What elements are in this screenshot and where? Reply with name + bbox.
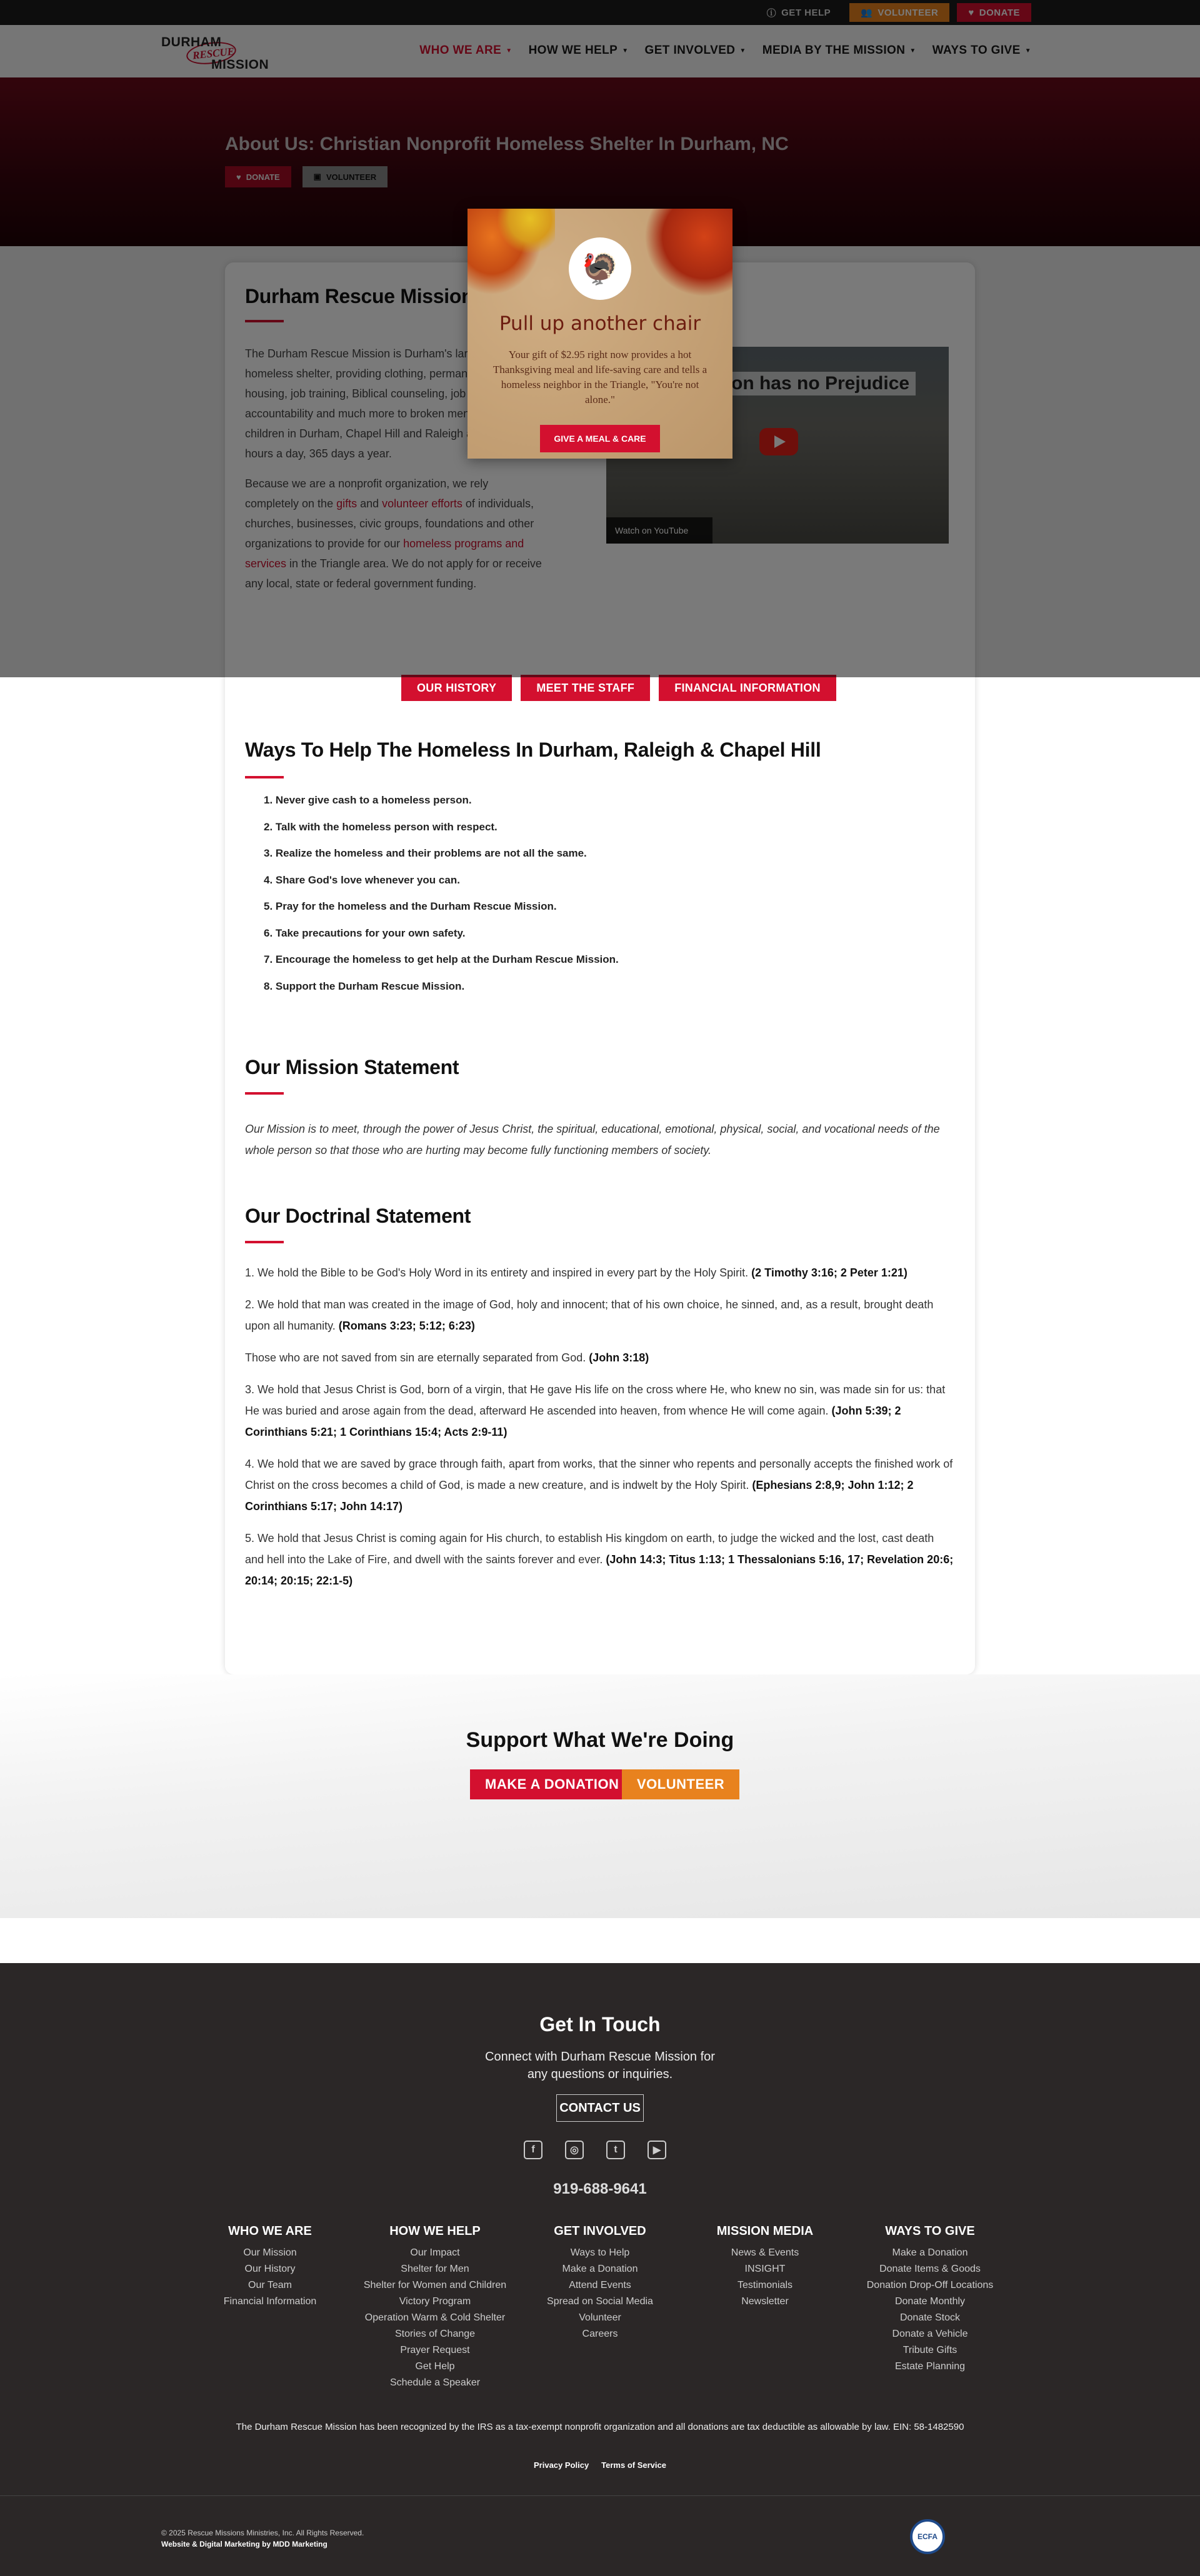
instagram-icon[interactable]: ◎ bbox=[565, 2141, 584, 2159]
ecfa-badge[interactable]: ECFA bbox=[910, 2519, 945, 2554]
scripture-ref: (John 14:3; Titus 1:13; 1 Thessalonians 5:16, 17; Revelation 20:6; 20:14; 20:15; 22:1-5) bbox=[245, 1553, 954, 1587]
footer-link[interactable]: Tribute Gifts bbox=[902, 2345, 958, 2355]
footer-divider bbox=[0, 2495, 1200, 2496]
footer-link[interactable]: Make a Donation bbox=[892, 2247, 968, 2258]
mission-heading: Our Mission Statement bbox=[245, 1056, 459, 1078]
scripture-ref: (2 Timothy 3:16; 2 Peter 1:21) bbox=[751, 1266, 908, 1279]
social-links bbox=[524, 2141, 666, 2159]
list-item: 7. Encourage the homeless to get help at the Durham Rescue Mission. bbox=[264, 953, 619, 965]
footer-link[interactable]: Our History bbox=[244, 2264, 296, 2274]
terms-of-service-link[interactable]: Terms of Service bbox=[601, 2460, 666, 2470]
footer-link[interactable]: Make a Donation bbox=[562, 2264, 638, 2274]
about-tab-buttons bbox=[401, 675, 836, 701]
footer-title: Get In Touch bbox=[539, 2013, 661, 2036]
financial-info-button[interactable]: FINANCIAL INFORMATION bbox=[659, 675, 836, 701]
privacy-policy-link[interactable]: Privacy Policy bbox=[534, 2460, 589, 2470]
credit-link[interactable]: Website & Digital Marketing by MDD Marketing bbox=[161, 2540, 328, 2549]
footer-link[interactable]: Donate Monthly bbox=[894, 2296, 966, 2307]
doctrinal-item bbox=[245, 1379, 955, 1443]
footer-link[interactable]: Shelter for Men bbox=[401, 2264, 469, 2274]
footer-link[interactable]: Donate a Vehicle bbox=[892, 2329, 968, 2339]
list-item: 1. Never give cash to a homeless person. bbox=[264, 794, 472, 806]
support-section bbox=[0, 1674, 1200, 1918]
list-item: 5. Pray for the homeless and the Durham Rescue Mission. bbox=[264, 900, 557, 912]
doctrinal-text: 5. We hold that Jesus Christ is coming again for His church, to establish His kingdom on earth, to judge the wicked and the lost, cast death and hell into the Lake of Fire, and dwell with the saints forever and ever. bbox=[245, 1532, 934, 1566]
contact-us-button[interactable]: CONTACT US bbox=[556, 2094, 644, 2122]
scripture-ref: (Ephesians 2:8,9; John 1:12; 2 Corinthians 5:17; John 14:17) bbox=[245, 1479, 914, 1513]
footer-column-ways-to-give bbox=[848, 2224, 1012, 2391]
list-item: 4. Share God's love whenever you can. bbox=[264, 873, 460, 886]
give-meal-button[interactable]: GIVE A MEAL & CARE bbox=[540, 425, 660, 452]
footer-column-heading: WHO WE ARE bbox=[228, 2224, 312, 2238]
footer-link[interactable]: INSIGHT bbox=[744, 2264, 786, 2274]
footer-link[interactable]: Attend Events bbox=[569, 2280, 631, 2290]
footer-link[interactable]: Donation Drop-Off Locations bbox=[866, 2280, 994, 2290]
doctrinal-list bbox=[245, 1262, 955, 1602]
ways-heading: Ways To Help The Homeless In Durham, Raleigh & Chapel Hill bbox=[245, 738, 821, 761]
doctrinal-item bbox=[245, 1294, 955, 1336]
doctrinal-text: 4. We hold that we are saved by grace through faith, apart from works, that the sinner who repents and personally accepts the finished work of Christ on the cross becomes a child of God, is made a new creature, and is indwelt by the Holy Spirit. bbox=[245, 1458, 953, 1491]
footer-column-who-we-are bbox=[188, 2224, 352, 2391]
heading-rule bbox=[245, 776, 284, 778]
footer-columns bbox=[188, 2224, 1012, 2391]
legal-links bbox=[0, 2460, 1200, 2470]
footer-link[interactable]: Get Help bbox=[415, 2361, 455, 2372]
doctrinal-item bbox=[245, 1347, 955, 1368]
heading-rule bbox=[245, 1092, 284, 1095]
footer-link[interactable]: Volunteer bbox=[579, 2312, 621, 2323]
doctrinal-item bbox=[245, 1453, 955, 1517]
footer-column-heading: HOW WE HELP bbox=[389, 2224, 481, 2238]
phone-number[interactable]: 919-688-9641 bbox=[553, 2181, 647, 2197]
footer-link[interactable]: Our Team bbox=[248, 2280, 292, 2290]
list-item: 3. Realize the homeless and their problems are not all the same. bbox=[264, 847, 587, 859]
footer-column-how-we-help bbox=[352, 2224, 518, 2391]
support-title: Support What We're Doing bbox=[466, 1728, 734, 1752]
footer-link[interactable]: Stories of Change bbox=[394, 2329, 476, 2339]
doctrinal-item bbox=[245, 1262, 955, 1283]
turkey-icon: 🦃 bbox=[569, 237, 631, 300]
meet-staff-button[interactable]: MEET THE STAFF bbox=[521, 675, 650, 701]
list-item: 2. Talk with the homeless person with respect. bbox=[264, 820, 498, 833]
footer-column-get-involved bbox=[518, 2224, 682, 2391]
footer-link[interactable]: Estate Planning bbox=[894, 2361, 966, 2372]
youtube-icon[interactable]: ▶ bbox=[648, 2141, 666, 2159]
autumn-leaf-decoration bbox=[492, 209, 555, 259]
footer-link[interactable]: Our Impact bbox=[410, 2247, 460, 2258]
footer-link[interactable]: Victory Program bbox=[399, 2296, 471, 2307]
footer-link[interactable]: Our Mission bbox=[243, 2247, 297, 2258]
our-history-button[interactable]: OUR HISTORY bbox=[401, 675, 512, 701]
footer-link[interactable]: Prayer Request bbox=[400, 2345, 470, 2355]
footer-link[interactable]: Careers bbox=[582, 2329, 618, 2339]
facebook-icon[interactable]: f bbox=[524, 2141, 542, 2159]
footer-link[interactable]: Operation Warm & Cold Shelter bbox=[364, 2312, 506, 2323]
doctrinal-text: Those who are not saved from sin are eternally separated from God. bbox=[245, 1351, 589, 1364]
footer-column-heading: GET INVOLVED bbox=[554, 2224, 646, 2238]
scripture-ref: (Romans 3:23; 5:12; 6:23) bbox=[338, 1320, 475, 1332]
footer-link[interactable]: Testimonials bbox=[737, 2280, 793, 2290]
doctrinal-text: 3. We hold that Jesus Christ is God, born of a virgin, that He gave His life on the cross where He, who knew no sin, was made sin for us: that He was buried and arose again from the dead, afterward He ascended into heaven, from whence He will come again. bbox=[245, 1383, 946, 1417]
footer-link[interactable]: Ways to Help bbox=[570, 2247, 630, 2258]
footer-link[interactable]: Newsletter bbox=[741, 2296, 789, 2307]
footer-link[interactable]: Shelter for Women and Children bbox=[363, 2280, 507, 2290]
doctrinal-heading: Our Doctrinal Statement bbox=[245, 1205, 471, 1227]
thanksgiving-popup bbox=[468, 209, 732, 459]
footer-link[interactable]: Schedule a Speaker bbox=[389, 2377, 481, 2388]
footer-link[interactable]: News & Events bbox=[731, 2247, 799, 2258]
footer-subtitle: Connect with Durham Rescue Mission for any questions or inquiries. bbox=[485, 2050, 715, 2081]
popup-title: Pull up another chair bbox=[499, 312, 701, 335]
list-item: 8. Support the Durham Rescue Mission. bbox=[264, 980, 465, 992]
popup-body: Your gift of $2.95 right now provides a hot Thanksgiving meal and life-saving care and tells a homeless neighbor in the Triangle, "You're not alone." bbox=[492, 349, 708, 405]
copyright-block bbox=[161, 2527, 364, 2550]
mission-text: Our Mission is to meet, through the power of Jesus Christ, the spiritual, educational, emotional, physical, social, and vocational needs of the whole person so that those who are hurting may become fully functioning members of society. bbox=[245, 1123, 940, 1156]
heading-rule bbox=[245, 1241, 284, 1243]
volunteer-button[interactable]: VOLUNTEER bbox=[622, 1769, 739, 1799]
footer-link[interactable]: Donate Stock bbox=[899, 2312, 961, 2323]
site-footer bbox=[0, 1963, 1200, 2576]
scripture-ref: (John 5:39; 2 Corinthians 5:21; 1 Corinthians 15:4; Acts 2:9-11) bbox=[245, 1405, 901, 1438]
irs-statement: The Durham Rescue Mission has been recognized by the IRS as a tax-exempt nonprofit organization and all donations are tax deductible as allowable by law. EIN: 58-1482590 bbox=[236, 2422, 964, 2432]
twitter-icon[interactable]: t bbox=[606, 2141, 625, 2159]
doctrinal-text: 1. We hold the Bible to be God's Holy Word in its entirety and inspired in every part by the Holy Spirit. bbox=[245, 1266, 752, 1279]
doctrinal-text: 2. We hold that man was created in the image of God, holy and innocent; that of his own choice, he sinned, and, as a result, brought death upon all humanity. bbox=[245, 1298, 934, 1332]
list-item: 6. Take precautions for your own safety. bbox=[264, 927, 466, 939]
scripture-ref: (John 3:18) bbox=[589, 1351, 649, 1364]
footer-column-mission-media bbox=[682, 2224, 848, 2391]
footer-column-heading: MISSION MEDIA bbox=[716, 2224, 814, 2238]
footer-link[interactable]: Donate Items & Goods bbox=[879, 2264, 981, 2274]
ways-list bbox=[264, 787, 619, 1000]
footer-column-heading: WAYS TO GIVE bbox=[885, 2224, 975, 2238]
footer-link[interactable]: Financial Information bbox=[223, 2296, 317, 2307]
make-donation-button[interactable]: MAKE A DONATION bbox=[470, 1769, 634, 1799]
footer-link[interactable]: Spread on Social Media bbox=[547, 2296, 653, 2307]
copyright-text: © 2025 Rescue Missions Ministries, Inc. All Rights Reserved. bbox=[161, 2529, 364, 2537]
autumn-leaf-decoration bbox=[639, 209, 732, 302]
doctrinal-item bbox=[245, 1528, 955, 1591]
